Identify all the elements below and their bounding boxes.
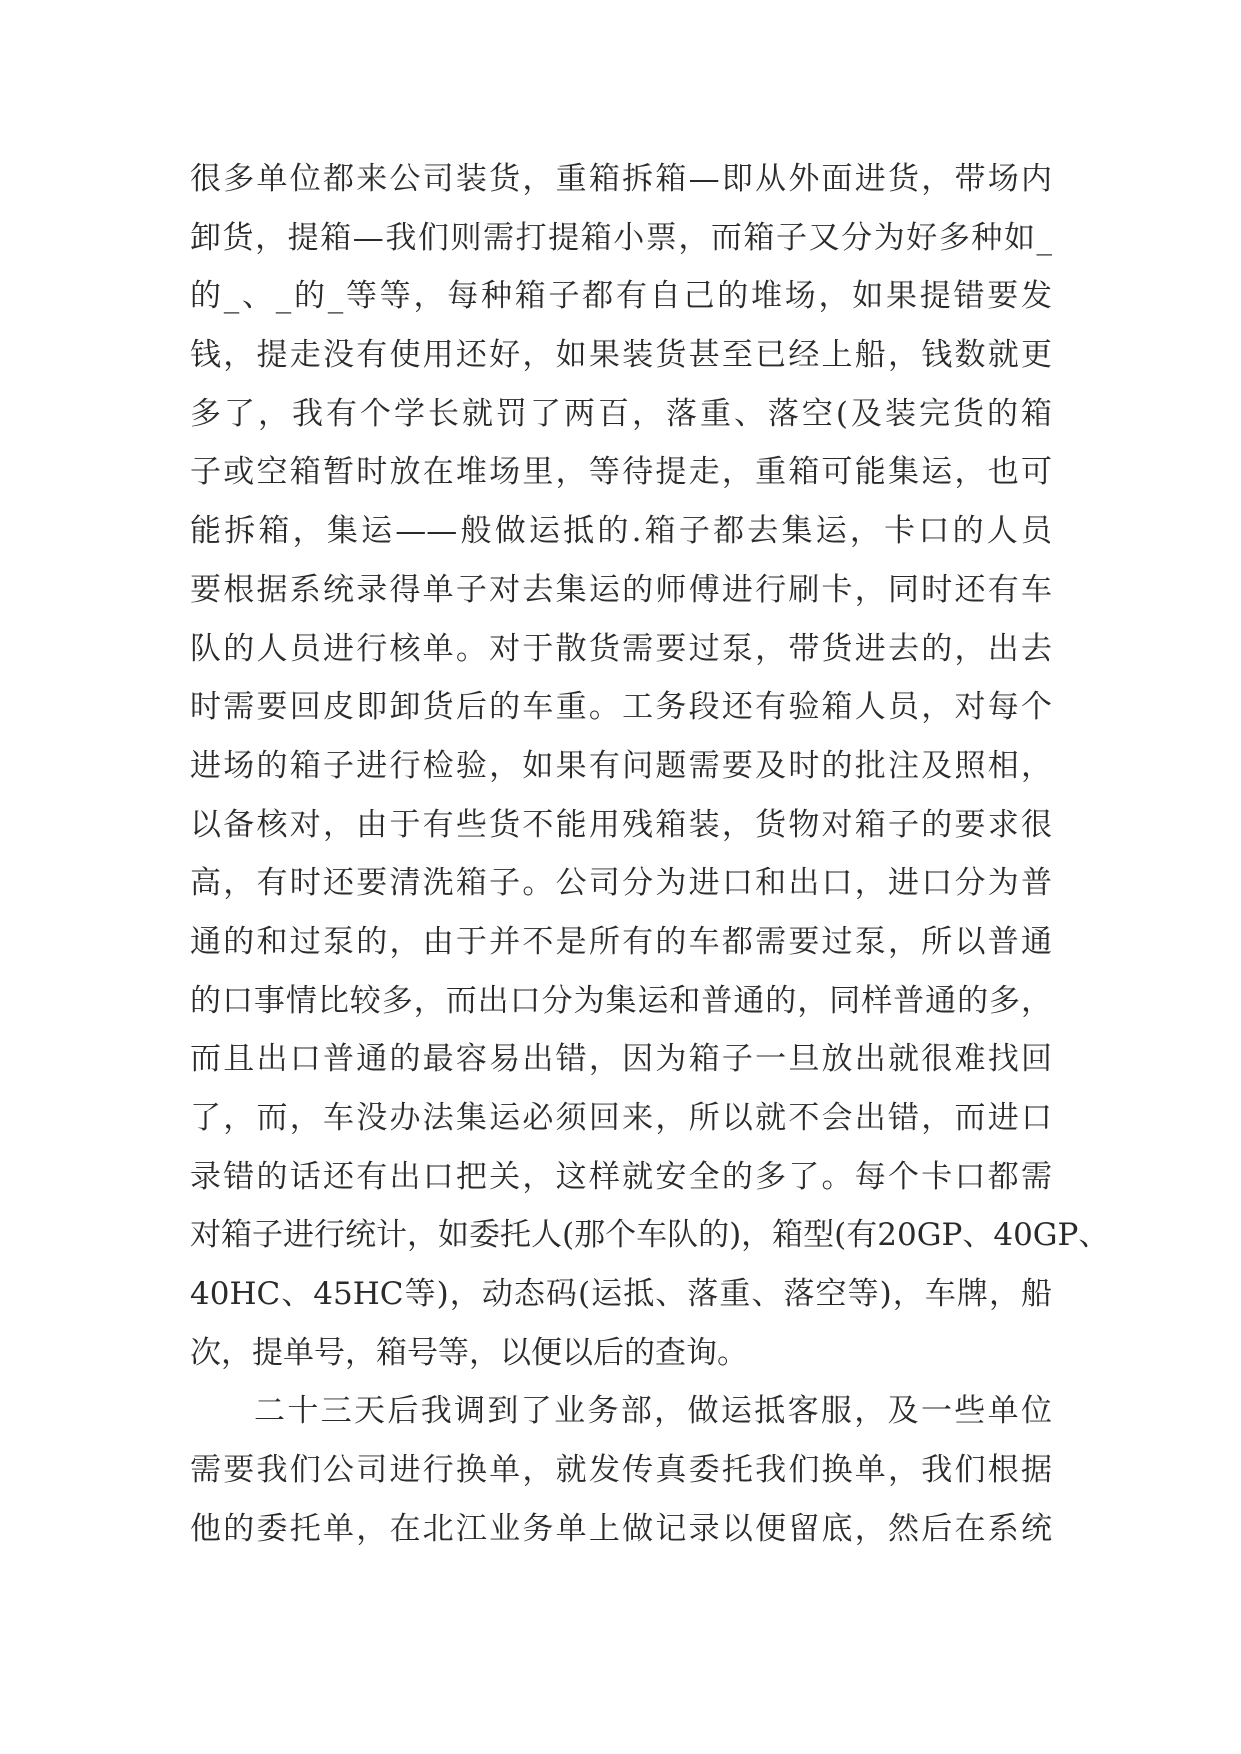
text-line: 很多单位都来公司装货，重箱拆箱—即从外面进货，带场内 [190, 161, 1052, 197]
text-line: 要根据系统录得单子对去集运的师傅进行刷卡，同时还有车 [190, 571, 1052, 608]
text-line: 高，有时还要清洗箱子。公司分为进口和出口，进口分为普 [190, 865, 1052, 902]
text-line: 时需要回皮即卸货后的车重。工务段还有验箱人员，对每个 [190, 689, 1052, 726]
text-line: 而且出口普通的最容易出错，因为箱子一旦放出就很难找回 [190, 1041, 1052, 1078]
text-line: 进场的箱子进行检验，如果有问题需要及时的批注及照相， [190, 747, 1052, 784]
text-line: 需要我们公司进行换单，就发传真委托我们换单，我们根据 [190, 1452, 1052, 1489]
text-line: 二十三天后我调到了业务部，做运抵客服，及一些单位 [254, 1393, 1052, 1430]
text-line: 对箱子进行统计，如委托人(那个车队的)，箱型(有20GP、40GP、 [190, 1217, 1110, 1254]
document-body [190, 150, 1110, 1559]
text-line: 卸货，提箱—我们则需打提箱小票，而箱子又分为好多种如_ [190, 219, 1052, 256]
text-line: 钱，提走没有使用还好，如果装货甚至已经上船，钱数就更 [190, 337, 1052, 374]
text-line: 通的和过泵的，由于并不是所有的车都需要过泵，所以普通 [190, 923, 1052, 960]
text-line: 40HC、45HC等)，动态码(运抵、落重、落空等)，车牌，船 [190, 1276, 1052, 1313]
text-line: 录错的话还有出口把关，这样就安全的多了。每个卡口都需 [190, 1158, 1052, 1195]
paragraph [190, 1382, 1052, 1558]
text-line: 队的人员进行核单。对于散货需要过泵，带货进去的，出去 [190, 630, 1052, 667]
text-line: 的口事情比较多，而出口分为集运和普通的，同样普通的多， [190, 982, 1052, 1019]
text-line: 了，而，车没办法集运必须回来，所以就不会出错，而进口 [190, 1100, 1052, 1136]
text-line: 次，提单号，箱号等，以便以后的查询。 [190, 1334, 748, 1371]
paragraph [190, 150, 1110, 1382]
text-line: 子或空箱暂时放在堆场里，等待提走，重箱可能集运，也可 [190, 454, 1052, 491]
text-line: 以备核对，由于有些货不能用残箱装，货物对箱子的要求很 [190, 806, 1052, 843]
text-line: 他的委托单，在北江业务单上做记录以便留底，然后在系统 [190, 1510, 1052, 1547]
text-line: 多了，我有个学长就罚了两百，落重、落空(及装完货的箱 [190, 395, 1052, 432]
text-line: 能拆箱，集运——般做运抵的.箱子都去集运，卡口的人员 [190, 513, 1052, 550]
text-line: 的_、_的_等等，每种箱子都有自己的堆场，如果提错要发 [190, 278, 1052, 315]
